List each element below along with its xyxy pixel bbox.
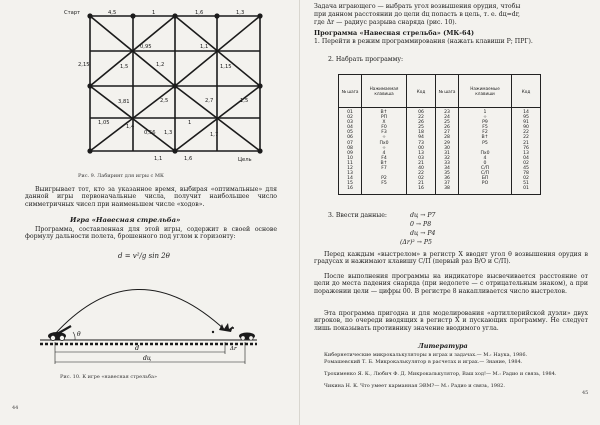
maze-node <box>257 148 262 153</box>
code-column: 06 22 26 25 18 94 73 00 13 03 21 40 22 02 21 16 <box>407 108 436 195</box>
data-input: dц → Р4 <box>410 230 436 237</box>
maze-weight: 1,05 <box>98 120 110 126</box>
reference-item: Кибернетические микрокалькуляторы в играх и задачах.— М.: Наука, 1986. <box>324 352 528 358</box>
table-header: № шага <box>339 75 362 108</box>
range-formula: d = v²/g sin 2θ <box>118 252 170 260</box>
reference-item: Трохименко Я. К., Любич Ф. Д. Микрокалькулятор, Ваш ход!— М.: Радио и связь, 1984. <box>324 371 557 377</box>
maze-node <box>87 83 92 88</box>
maze-start-label: Старт <box>64 10 81 16</box>
intro-line: где Δr — радиус разрыва снаряда (рис. 10). <box>314 19 457 26</box>
maze-node <box>214 13 219 18</box>
paragraph: Выигрывает тот, кто за указанное время, выбирая «оптимальные» для данной игры первоначальные числа, получит наибольшее число симметричных чисел при наименьшем числе «ходов». <box>25 186 277 208</box>
table-header: Нажимаемая клавиша <box>362 75 407 108</box>
dt-label: dц <box>143 355 152 362</box>
maze-weight: 1,5 <box>120 64 129 70</box>
table-header: № шага <box>436 75 459 108</box>
step-2: 2. Набрать программу: <box>328 56 404 63</box>
maze-weight: 1,7 <box>210 132 219 138</box>
maze-diagram <box>60 6 280 164</box>
maze-weight: 1,6 <box>195 10 204 16</box>
target-tank-icon <box>239 333 255 341</box>
maze-weight: 1,4 <box>126 124 135 130</box>
trajectory-arc <box>55 289 225 334</box>
maze-weight: 2,7 <box>205 98 214 104</box>
maze-weight: 1,1 <box>154 156 163 162</box>
maze-node <box>257 13 262 18</box>
maze-weight: 1,2 <box>156 62 165 68</box>
maze-weight: 2,15 <box>78 62 90 68</box>
step-1: 1. Перейти в режим программирования (нажать клавиши Р; ПРГ). <box>314 38 533 45</box>
fig10-caption: Рис. 10. К игре «навесная стрельба» <box>60 374 158 380</box>
trajectory-figure <box>35 272 260 367</box>
right-page <box>300 0 600 425</box>
maze-weight: 0,95 <box>140 44 152 50</box>
maze-weight: 2,5 <box>160 98 169 104</box>
code-column: 14 95 91 90 22 22 21 76 13 04 02 45 78 02 51 01 <box>512 108 541 195</box>
key-column: В↑ РП X F0 F3 ÷ Пx0 ÷ 4 F4 В↑ F7 Р2 F5 <box>362 108 407 195</box>
intro-line: при данном расстоянии до цели dц попасть в цель, т. е. dц=dr, <box>314 11 520 18</box>
maze-node <box>87 13 92 18</box>
cannon-icon <box>48 326 71 341</box>
maze-node <box>87 148 92 153</box>
maze-end-label: Цель <box>238 157 252 163</box>
step-number-column: 23 24 25 26 27 28 29 30 31 32 33 34 35 36 37 38 <box>436 108 459 195</box>
maze-node <box>172 13 177 18</box>
maze-node <box>130 13 135 18</box>
maze-node <box>172 83 177 88</box>
maze-weight: 1,3 <box>164 130 173 136</box>
maze-weight: 1,1 <box>200 44 209 50</box>
theta-label: θ <box>77 331 81 338</box>
maze-weight: 1,5 <box>240 98 249 104</box>
page-number: 45 <box>582 390 589 396</box>
maze-weight: 3,81 <box>118 99 130 105</box>
maze-node <box>172 148 177 153</box>
maze-weight: 1 <box>188 120 192 126</box>
maze-weight: 1 <box>152 10 156 16</box>
intro-line: Задача играющего — выбрать угол возвышения орудия, чтобы <box>314 3 521 10</box>
dr-label: Δr <box>230 346 237 352</box>
table-header: Нажимаемые клавиши <box>459 75 512 108</box>
table-header: Код <box>512 75 541 108</box>
paragraph: Эта программа пригодна и для моделирования «артиллерийской дуэли» двух игроков, по очереди вводящих в регистр X и пускающих программу. Не следует лишь показывать противнику значение вводимого угла. <box>314 310 588 332</box>
paragraph: После выполнения программы на индикаторе высвечивается расстояние от цели до места падения снаряда (при недолете — с отрицательным знаком), а при поражении цели — цифры 00. В регистре 8 накапливается число выстрелов. <box>314 273 588 295</box>
angle-arc <box>73 332 75 340</box>
maze-weight: 4,5 <box>108 10 117 16</box>
data-input: 0 → Р8 <box>410 221 432 228</box>
maze-weight: 0,56 <box>144 130 156 136</box>
step-number-column: 01 02 03 04 05 06 07 08 09 10 11 12 13 14 15 16 <box>339 108 362 195</box>
program-heading: Программа «Навесная стрельба» (МК-64) <box>314 29 475 37</box>
paragraph: Перед каждым «выстрелом» в регистр X вводят угол θ возвышения орудия в градусах и нажимают клавишу С/П (первый раз В/О и С/П). <box>314 251 588 266</box>
game-title: Игра «Навесная стрельба» <box>70 216 181 224</box>
d-label: d <box>135 344 140 352</box>
explosion-icon <box>212 323 234 333</box>
maze-weight: 1,6 <box>184 156 193 162</box>
step-3: 3. Ввести данные: <box>328 212 387 219</box>
key-column: 1 ÷ Р9 F5 F2 В↑ Р5 Пx0 4 0 С/П С/П БП РО <box>459 108 512 195</box>
maze-weight: 1,15 <box>220 64 232 70</box>
table-row <box>339 108 541 195</box>
paragraph: Программа, составленная для этой игры, содержит в своей основе формулу дальности полета, брошенного под углом к горизонту: <box>25 226 277 241</box>
data-input: (Δr)² → Р5 <box>400 239 432 246</box>
maze-weight: 1,3 <box>236 10 245 16</box>
literature-heading: Литература <box>418 342 468 350</box>
maze-node <box>257 83 262 88</box>
data-input: dц → Р7 <box>410 212 436 219</box>
fig9-caption: Рис. 9. Лабиринт для игры с МК <box>78 173 164 179</box>
program-table <box>338 74 541 195</box>
table-header: Код <box>407 75 436 108</box>
reference-item: Чикина Н. К. Что умеет карманная ЭВМ?— М.: Радио и связь, 1982. <box>324 383 505 389</box>
reference-item: Ромашевский Т. Б. Микрокалькулятор в расчетах и играх.— Знание, 1984. <box>324 359 523 365</box>
page-number: 44 <box>12 405 19 411</box>
